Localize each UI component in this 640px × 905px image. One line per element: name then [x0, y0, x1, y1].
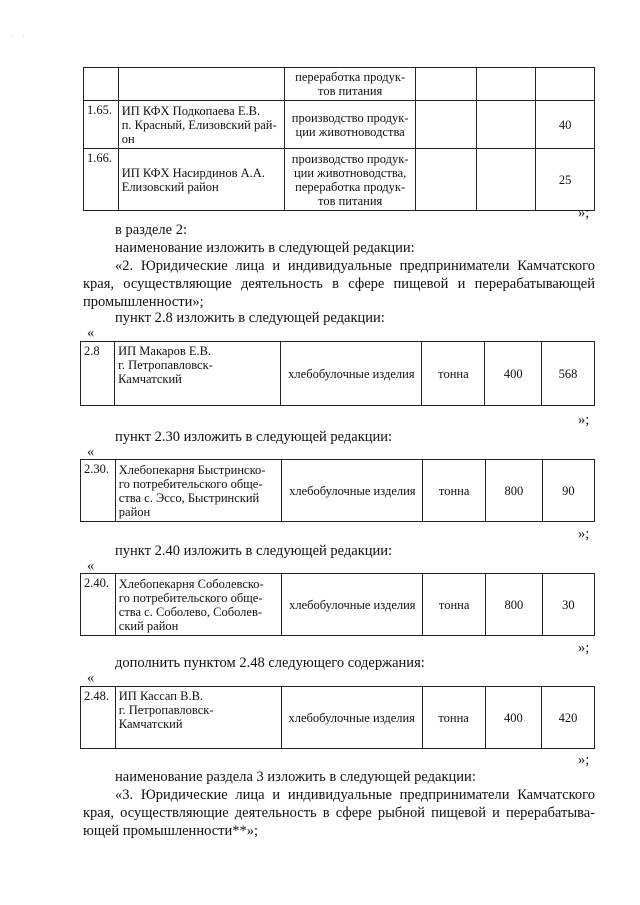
quote-section2-title: «2. Юридические лица и индивидуальные предприниматели Камчатского края, осуществляющие деятельность в сфере пищевой и перерабатывающей промышленности»; [83, 258, 595, 310]
cell-value2: 90 [542, 460, 594, 522]
cell-num: 2.8 [81, 342, 115, 406]
cell-name: Хлебопекарня Соболевско- го потребительского обще- ства с. Соболево, Соболев- ский район [115, 574, 282, 636]
paragraph-item28: пункт 2.8 изложить в следующей редакции: [115, 310, 385, 326]
paragraph-section3-name: наименование раздела 3 изложить в следующей редакции: [115, 769, 476, 785]
cell-value2: 568 [542, 342, 595, 406]
cell-activity: производство продук- ции животноводства [285, 101, 416, 149]
cell-value1: 800 [486, 460, 543, 522]
cell-col5 [477, 101, 536, 149]
paragraph-item240: пункт 2.40 изложить в следующей редакции: [115, 543, 393, 559]
table-item240 [80, 573, 595, 636]
cell-num: 2.40. [81, 574, 116, 636]
cell-activity: производство продук- ции животноводства, переработка продук- тов питания [285, 149, 416, 211]
cell-activity: переработка продук- тов питания [285, 68, 416, 101]
paragraph-section2: в разделе 2: [115, 222, 188, 238]
cell-name: ИП КФХ Насирдинов А.А. Елизовский район [118, 149, 284, 211]
table-row [81, 342, 595, 406]
opening-quote: « [87, 325, 95, 341]
cell-value1: 400 [485, 687, 542, 749]
table-item230 [80, 459, 595, 522]
table-row [84, 68, 595, 101]
cell-value2: 30 [542, 574, 594, 636]
cell-product: хлебобулочные изделия [281, 342, 422, 406]
table-row [81, 574, 595, 636]
cell-num: 2.48. [81, 687, 116, 749]
paragraph-item230: пункт 2.30 изложить в следующей редакции: [115, 429, 393, 445]
cell-num: 1.66. [84, 149, 119, 211]
paragraph-item248: дополнить пунктом 2.48 следующего содержания: [115, 655, 425, 671]
cell-name: ИП Макаров Е.В. г. Петропавловск- Камчатский [115, 342, 281, 406]
cell-unit: тонна [422, 687, 485, 749]
table-row [81, 687, 595, 749]
scan-artifact: · · [10, 34, 25, 40]
cell-value2: 420 [542, 687, 595, 749]
cell-name: ИП КФХ Подкопаева Е.В. п. Красный, Елизовский рай- он [118, 101, 284, 149]
cell-product: хлебобулочные изделия [282, 460, 423, 522]
closing-quote: »; [578, 640, 590, 656]
cell-col6 [536, 68, 595, 101]
cell-unit: тонна [422, 342, 485, 406]
opening-quote: « [87, 444, 95, 460]
table-row [84, 149, 595, 211]
cell-col5 [477, 68, 536, 101]
cell-value1: 400 [485, 342, 542, 406]
cell-name [118, 68, 284, 101]
cell-col6: 40 [536, 101, 595, 149]
cell-num: 2.30. [81, 460, 116, 522]
closing-quote: »; [578, 205, 590, 221]
cell-product: хлебобулочные изделия [282, 574, 423, 636]
cell-product: хлебобулочные изделия [281, 687, 422, 749]
table-section1 [83, 67, 595, 211]
opening-quote: « [87, 558, 95, 574]
table-row [84, 101, 595, 149]
quote-section3-title: «3. Юридические лица и индивидуальные предприниматели Камчатского края, осуществляющие деятельность в сфере рыбной пищевой и перерабатыва-ющей промышленности**»; [83, 787, 595, 839]
table-item28 [80, 341, 595, 406]
closing-quote: »; [578, 412, 590, 428]
cell-num [84, 68, 119, 101]
table-row [81, 460, 595, 522]
cell-col5 [477, 149, 536, 211]
cell-name: Хлебопекарня Быстринско- го потребительского обще- ства с. Эссо, Быстринский район [115, 460, 282, 522]
cell-col6: 25 [536, 149, 595, 211]
cell-num: 1.65. [84, 101, 119, 149]
cell-col4 [416, 149, 477, 211]
cell-name: ИП Кассап В.В. г. Петропавловск- Камчатский [115, 687, 281, 749]
closing-quote: »; [578, 752, 590, 768]
cell-unit: тонна [423, 574, 486, 636]
opening-quote: « [87, 670, 95, 686]
closing-quote: »; [578, 526, 590, 542]
cell-col4 [416, 101, 477, 149]
table-item248 [80, 686, 595, 749]
cell-col4 [416, 68, 477, 101]
paragraph-name-change: наименование изложить в следующей редакции: [115, 240, 415, 256]
cell-value1: 800 [486, 574, 543, 636]
cell-unit: тонна [423, 460, 486, 522]
